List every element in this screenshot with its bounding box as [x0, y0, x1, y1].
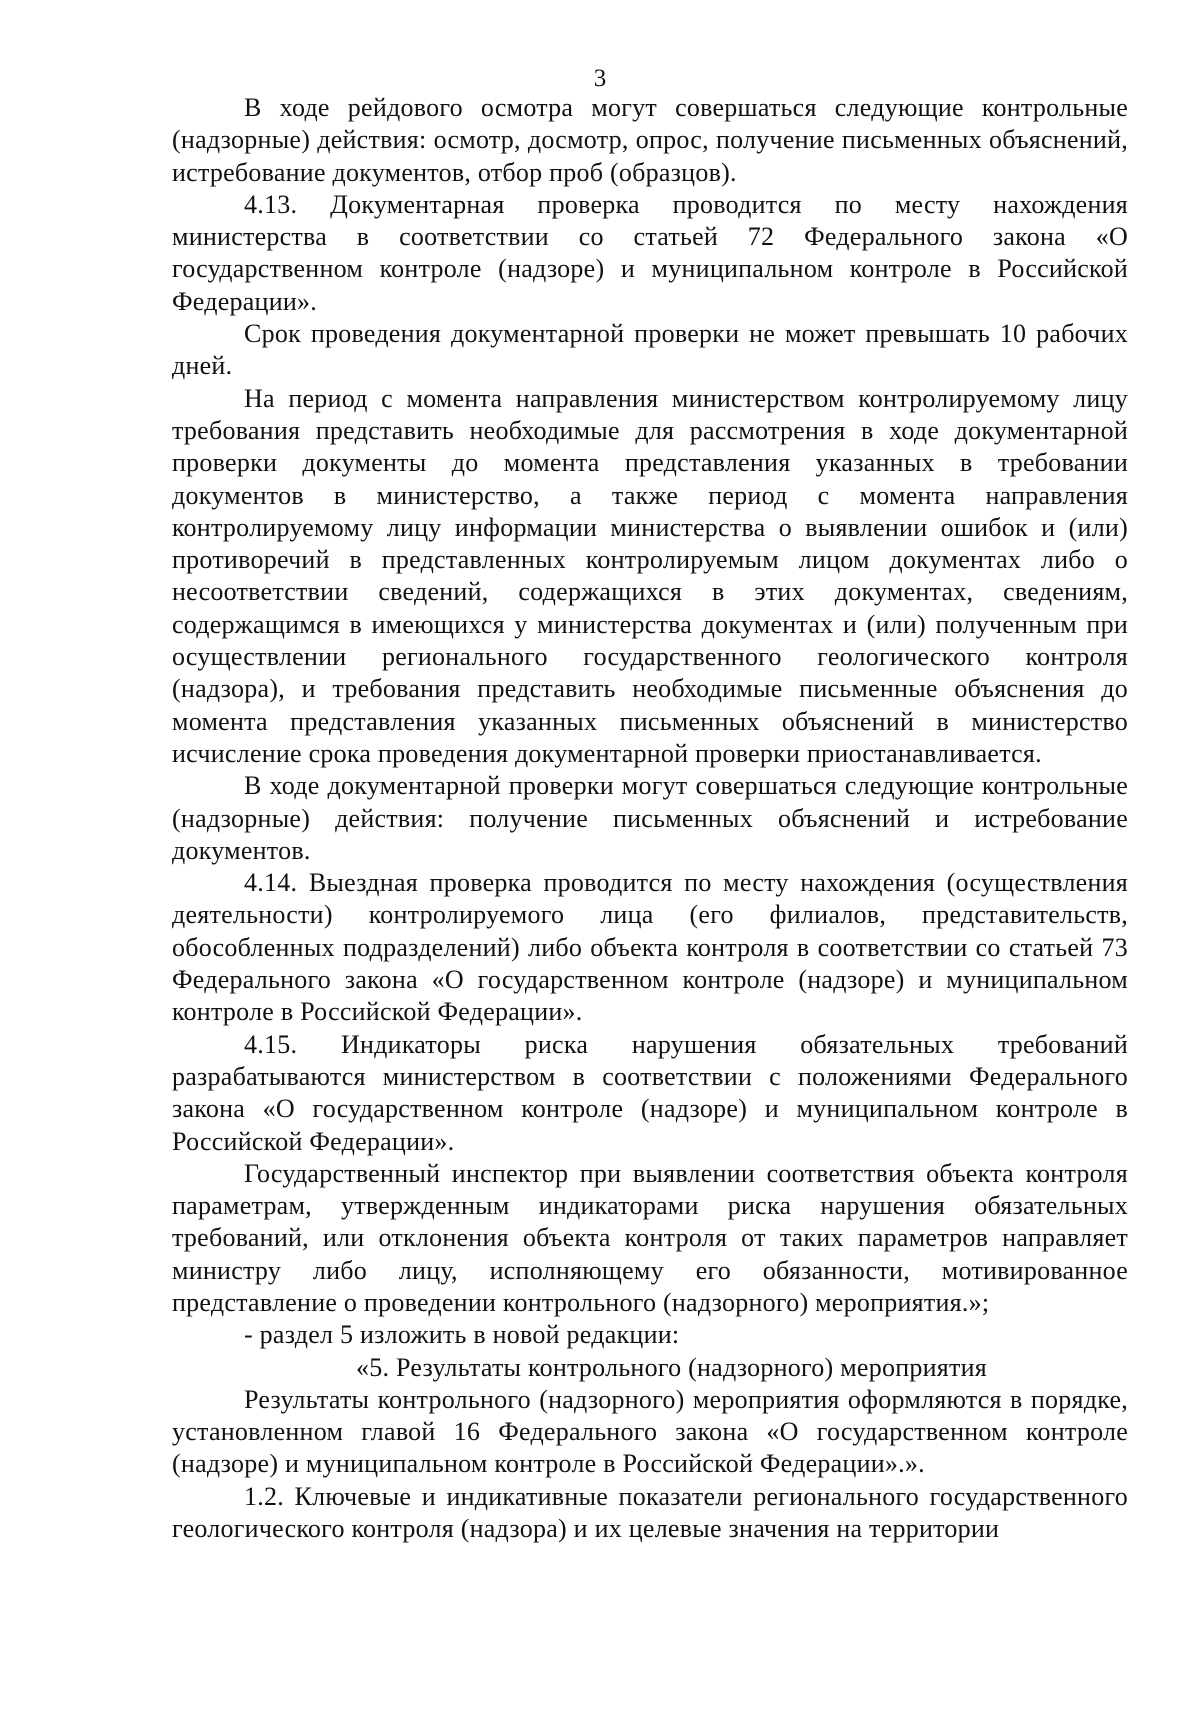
paragraph-term-suspension: На период с момента направления министерством контролируемому лицу требования представить необходимые для рассмотрения в ходе документарной проверки документы до момента представления указанных в требовании документов в министерство, а также период с момента направления контролируемому лицу информации министерства о выявлении ошибок и (или) противоречий в представленных контролируемым лицом документах либо о несоответствии сведений, содержащихся в этих документах, сведениям, содержащимся в имеющихся у министерства документах и (или) полученным при осуществлении регионального государственного геологического контроля (надзора), и требования представить необходимые письменные объяснения до момента представления указанных письменных объяснений в министерство исчисление срока проведения документарной проверки приостанавливается. — [172, 383, 1128, 768]
paragraph-results-registration: Результаты контрольного (надзорного) мероприятия оформляются в порядке, установленном главой 16 Федерального закона «О государственном контроле (надзоре) и муниципальном контроле в Российской Федерации».». — [172, 1384, 1128, 1479]
paragraph-documentary-check-actions: В ходе документарной проверки могут совершаться следующие контрольные (надзорные) действия: получение письменных объяснений и истребование документов. — [172, 771, 1128, 865]
paragraph-1-2-key-indicators: 1.2. Ключевые и индикативные показатели регионального государственного геологического контроля (надзора) и их целевые значения на территории — [172, 1481, 1128, 1544]
document-body — [172, 92, 1128, 1545]
paragraph-4-13-documentary-check: 4.13. Документарная проверка проводится по месту нахождения министерства в соответствии со статьей 72 Федерального закона «О государственном контроле (надзоре) и муниципальном контроле в Российской Федерации». — [172, 189, 1128, 316]
paragraph-section-5-amendment: - раздел 5 изложить в новой редакции: — [244, 1320, 680, 1350]
paragraph-inspector-submission: Государственный инспектор при выявлении соответствия объекта контроля параметрам, утвержденным индикаторами риска нарушения обязательных требований, или отклонения объекта контроля от таких параметров направляет министру либо лицу, исполняющему его обязанности, мотивированное представление о проведении контрольного (надзорного) мероприятия.»; — [172, 1158, 1128, 1317]
page-number: 3 — [593, 65, 607, 92]
paragraph-4-15-risk-indicators: 4.15. Индикаторы риска нарушения обязательных требований разрабатываются министерством в соответствии с положениями Федерального закона «О государственном контроле (надзоре) и муниципальном контроле в Российской Федерации». — [172, 1029, 1128, 1156]
paragraph-documentary-check-term: Срок проведения документарной проверки не может превышать 10 рабочих дней. — [172, 319, 1128, 381]
paragraph-4-14-onsite-check: 4.14. Выездная проверка проводится по месту нахождения (осуществления деятельности) контролируемого лица (его филиалов, представительств, обособленных подразделений) либо объекта контроля в соответствии со статьей 73 Федерального закона «О государственном контроле (надзоре) и муниципальном контроле в Российской Федерации». — [172, 868, 1128, 1027]
paragraph-raid-inspection-actions: В ходе рейдового осмотра могут совершаться следующие контрольные (надзорные) действия: осмотр, досмотр, опрос, получение письменных объяснений, истребование документов, отбор проб (образцов). — [172, 93, 1128, 187]
section-5-heading: «5. Результаты контрольного (надзорного) мероприятия — [356, 1352, 987, 1382]
